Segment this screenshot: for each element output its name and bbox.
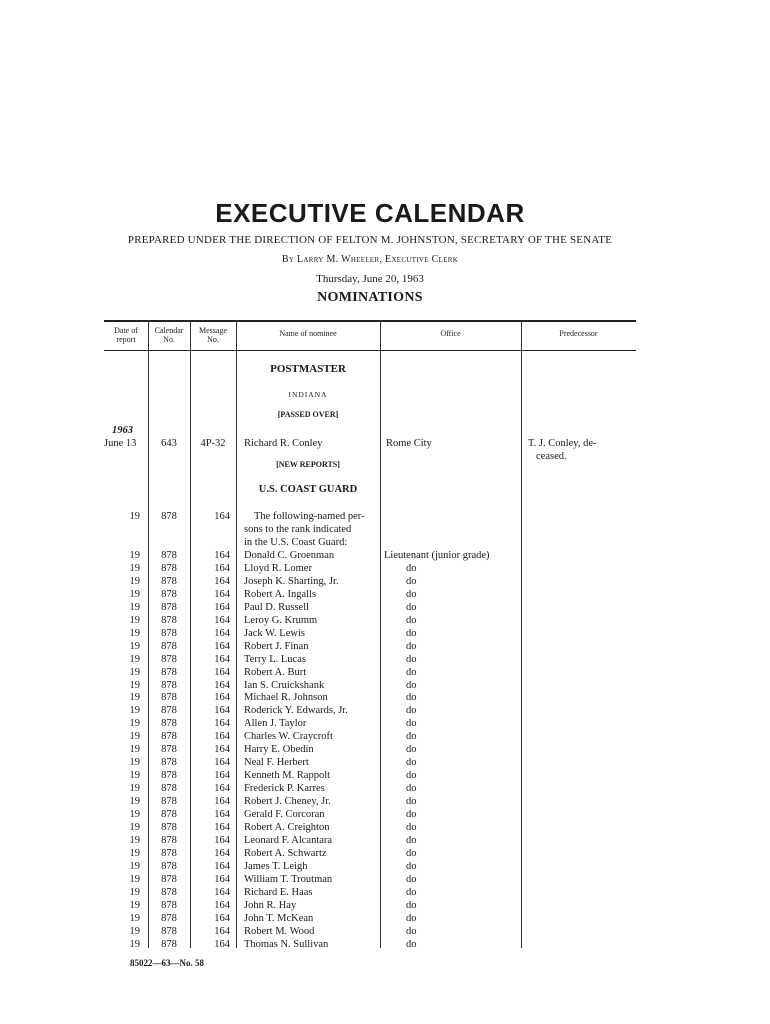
report-date: 19 <box>129 640 140 652</box>
calendar-number: 878 <box>161 718 177 730</box>
message-number: 164 <box>214 627 230 639</box>
report-date: 19 <box>129 821 140 833</box>
calendar-number: 878 <box>161 770 177 782</box>
office: do <box>406 783 417 795</box>
report-date: 19 <box>129 860 140 872</box>
nominee-name: Terry L. Lucas <box>244 653 306 665</box>
message-number: 164 <box>214 796 230 808</box>
office: do <box>406 886 417 898</box>
nominee-name: James T. Leigh <box>244 860 308 872</box>
calendar-number: 878 <box>161 834 177 846</box>
message-number: 164 <box>214 912 230 924</box>
calendar-number: 878 <box>161 809 177 820</box>
nominee-name: Gerald F. Corcoran <box>244 809 325 820</box>
report-date: 19 <box>129 925 140 937</box>
message-number: 164 <box>214 653 230 665</box>
report-date: 19 <box>129 705 140 717</box>
message-number: 164 <box>214 511 230 522</box>
office: do <box>406 925 417 937</box>
header-bottom-rule <box>104 350 636 351</box>
office: do <box>406 653 417 665</box>
office: do <box>406 873 417 885</box>
calendar-number: 878 <box>161 886 177 898</box>
nominee-name: Robert A. Burt <box>244 666 307 678</box>
nominee-name: Richard R. Conley <box>244 438 323 449</box>
office: do <box>406 860 417 872</box>
print-footer: 85022—63—No. 58 <box>130 958 204 968</box>
office: do <box>406 562 417 574</box>
office: do <box>406 627 417 639</box>
col-header-predecessor: Predecessor <box>559 329 598 338</box>
office: do <box>406 705 417 717</box>
message-number: 164 <box>214 847 230 859</box>
nominee-name: Robert J. Cheney, Jr. <box>244 796 331 808</box>
calendar-number: 878 <box>161 640 177 652</box>
report-date: 19 <box>129 847 140 859</box>
report-date: 19 <box>129 550 140 561</box>
message-number: 164 <box>214 899 230 911</box>
office: do <box>406 912 417 924</box>
col-header-date: Date of report <box>114 326 138 344</box>
office: do <box>406 796 417 808</box>
office: do <box>406 679 417 691</box>
report-date: 19 <box>129 899 140 911</box>
message-number: 4P-32 <box>200 438 226 449</box>
calendar-number: 878 <box>161 575 177 587</box>
calendar-number: 878 <box>161 860 177 872</box>
nominee-name: Robert J. Finan <box>244 640 309 652</box>
calendar-number: 878 <box>161 796 177 808</box>
office: do <box>406 770 417 782</box>
calendar-number: 878 <box>161 679 177 691</box>
calendar-number: 878 <box>161 912 177 924</box>
message-number: 164 <box>214 614 230 626</box>
intro-text: The following-named per- <box>254 511 365 522</box>
report-date: 19 <box>129 873 140 885</box>
message-number: 164 <box>214 783 230 795</box>
nominee-name: William T. Troutman <box>244 873 333 885</box>
nominee-name: Michael R. Johnson <box>244 692 328 704</box>
calendar-title: EXECUTIVE CALENDAR <box>215 198 525 228</box>
message-number: 164 <box>214 770 230 782</box>
nominee-name: John R. Hay <box>244 899 297 911</box>
nominee-name: Lloyd R. Lomer <box>244 562 312 574</box>
nominee-name: Thomas N. Sullivan <box>244 938 329 950</box>
calendar-number: 878 <box>161 938 177 950</box>
message-number: 164 <box>214 601 230 613</box>
nominee-name: Frederick P. Karres <box>244 783 325 795</box>
nominee-name: Charles W. Craycroft <box>244 731 333 743</box>
calendar-number: 878 <box>161 550 177 561</box>
report-date: 19 <box>129 834 140 846</box>
report-date: 19 <box>129 679 140 691</box>
nominee-name: Leonard F. Alcantara <box>244 834 333 846</box>
message-number: 164 <box>214 809 230 820</box>
report-date: 19 <box>129 886 140 898</box>
calendar-number: 878 <box>161 821 177 833</box>
calendar-date: Thursday, June 20, 1963 <box>316 273 424 285</box>
nominee-name: Jack W. Lewis <box>244 627 305 639</box>
nominee-name: Leroy G. Krumm <box>244 614 318 626</box>
office: do <box>406 731 417 743</box>
intro-text: in the U.S. Coast Guard: <box>244 537 348 548</box>
nominee-name: Donald C. Groenman <box>244 550 335 561</box>
office: do <box>406 809 417 820</box>
nominee-name: Allen J. Taylor <box>244 718 307 730</box>
postmaster-heading: POSTMASTER <box>270 363 346 375</box>
nominee-name: John T. McKean <box>244 912 314 924</box>
calendar-number: 878 <box>161 925 177 937</box>
nominee-name: Robert A. Creighton <box>244 821 330 833</box>
report-date: 19 <box>129 809 140 820</box>
calendar-number: 878 <box>161 705 177 717</box>
coast-guard-heading: U.S. COAST GUARD <box>258 484 358 495</box>
nominee-name: Neal F. Herbert <box>244 757 309 769</box>
message-number: 164 <box>214 757 230 769</box>
calendar-number: 878 <box>161 731 177 743</box>
col-header-name: Name of nominee <box>279 329 337 338</box>
office: do <box>406 666 417 678</box>
nominee-name: Ian S. Cruickshank <box>244 679 325 691</box>
col-divider <box>380 320 381 948</box>
message-number: 164 <box>214 821 230 833</box>
calendar-number: 878 <box>161 744 177 756</box>
calendar-number: 878 <box>161 601 177 613</box>
report-date: 19 <box>129 562 140 574</box>
calendar-number: 878 <box>161 666 177 678</box>
message-number: 164 <box>214 679 230 691</box>
state-heading: INDIANA <box>288 390 328 399</box>
nominee-name: Robert M. Wood <box>244 925 315 937</box>
nominee-name: Joseph K. Sharting, Jr. <box>244 575 339 587</box>
message-number: 164 <box>214 550 230 561</box>
report-date: 19 <box>129 938 140 950</box>
report-date: 19 <box>129 912 140 924</box>
message-number: 164 <box>214 692 230 704</box>
message-number: 164 <box>214 718 230 730</box>
report-date: 19 <box>129 744 140 756</box>
report-date: 19 <box>129 796 140 808</box>
report-date: 19 <box>129 692 140 704</box>
report-date: 19 <box>129 783 140 795</box>
report-date: 19 <box>129 718 140 730</box>
clerk-byline: By Larry M. Wheeler, Executive Clerk <box>281 254 459 265</box>
nominee-name: Paul D. Russell <box>244 601 310 613</box>
office: do <box>406 718 417 730</box>
message-number: 164 <box>214 731 230 743</box>
calendar-number: 878 <box>161 653 177 665</box>
calendar-number: 878 <box>161 627 177 639</box>
message-number: 164 <box>214 860 230 872</box>
predecessor: ceased. <box>536 451 567 462</box>
message-number: 164 <box>214 938 230 950</box>
calendar-number: 878 <box>161 588 177 600</box>
office: do <box>406 847 417 859</box>
report-date: 19 <box>129 653 140 665</box>
report-date: 19 <box>129 627 140 639</box>
office: do <box>406 744 417 756</box>
predecessor: T. J. Conley, de- <box>528 438 597 449</box>
calendar-number: 878 <box>161 783 177 795</box>
office: do <box>406 821 417 833</box>
report-date: June 13 <box>104 438 137 449</box>
new-reports-label: [NEW REPORTS] <box>276 460 340 469</box>
office: do <box>406 692 417 704</box>
intro-text: sons to the rank indicated <box>244 524 352 535</box>
message-number: 164 <box>214 744 230 756</box>
section-heading: NOMINATIONS <box>317 290 423 305</box>
office: do <box>406 575 417 587</box>
nominee-name: Robert A. Schwartz <box>244 847 327 859</box>
passed-over-label: [PASSED OVER] <box>277 410 339 419</box>
message-number: 164 <box>214 666 230 678</box>
office: do <box>406 757 417 769</box>
office: do <box>406 588 417 600</box>
message-number: 164 <box>214 873 230 885</box>
calendar-number: 878 <box>161 873 177 885</box>
calendar-number: 878 <box>161 562 177 574</box>
report-date: 19 <box>129 770 140 782</box>
office: do <box>406 601 417 613</box>
message-number: 164 <box>214 562 230 574</box>
col-header-office: Office <box>440 329 461 338</box>
message-number: 164 <box>214 705 230 717</box>
calendar-number: 878 <box>161 847 177 859</box>
office: do <box>406 640 417 652</box>
message-number: 164 <box>214 834 230 846</box>
nominee-name: Robert A. Ingalls <box>244 588 317 600</box>
office: do <box>406 614 417 626</box>
report-date: 19 <box>129 511 140 522</box>
report-date: 19 <box>129 614 140 626</box>
report-date: 19 <box>129 588 140 600</box>
calendar-number: 878 <box>161 757 177 769</box>
message-number: 164 <box>214 640 230 652</box>
col-divider <box>521 320 522 948</box>
message-number: 164 <box>214 575 230 587</box>
report-date: 19 <box>129 757 140 769</box>
message-number: 164 <box>214 925 230 937</box>
nominee-name: Kenneth M. Rappolt <box>244 770 331 782</box>
office: Rome City <box>386 438 432 449</box>
report-date: 19 <box>129 601 140 613</box>
table-top-rule <box>104 320 636 322</box>
office: do <box>406 899 417 911</box>
col-header-calendar: Calendar No. <box>154 326 184 344</box>
report-date: 19 <box>129 666 140 678</box>
office: Lieutenant (junior grade) <box>384 550 490 561</box>
report-date: 19 <box>129 731 140 743</box>
calendar-number: 643 <box>161 438 177 449</box>
office: do <box>406 938 417 950</box>
col-header-message: Message No. <box>199 326 227 344</box>
nominee-name: Harry E. Obedin <box>244 744 314 756</box>
nominee-name: Roderick Y. Edwards, Jr. <box>244 705 348 717</box>
message-number: 164 <box>214 588 230 600</box>
office: do <box>406 834 417 846</box>
calendar-number: 878 <box>161 511 177 522</box>
report-year: 1963 <box>112 425 133 436</box>
calendar-number: 878 <box>161 899 177 911</box>
prepared-by-line: PREPARED UNDER THE DIRECTION OF FELTON M. JOHNSTON, SECRETARY OF THE SENATE <box>127 234 613 246</box>
calendar-number: 878 <box>161 614 177 626</box>
report-date: 19 <box>129 575 140 587</box>
nominee-name: Richard E. Haas <box>244 886 313 898</box>
message-number: 164 <box>214 886 230 898</box>
calendar-number: 878 <box>161 692 177 704</box>
